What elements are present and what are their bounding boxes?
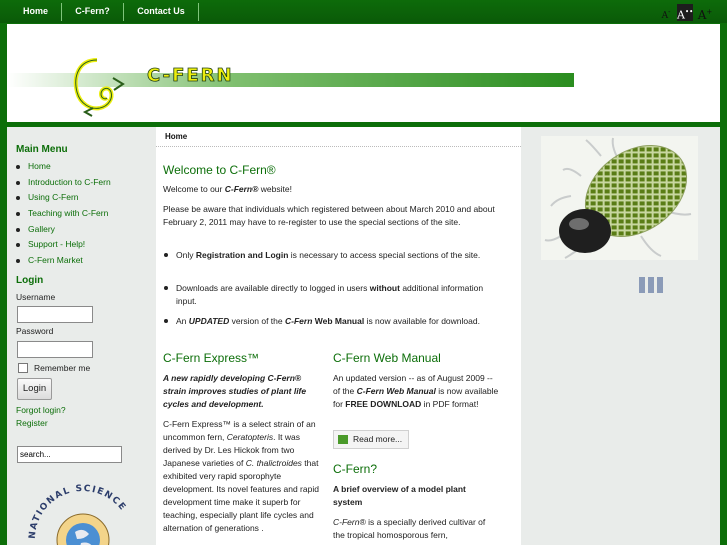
logo-text: C-FERN [147,65,234,86]
welcome-text: Welcome to our C-Fern® website! [163,184,292,194]
remember-me-checkbox[interactable] [18,363,28,373]
font-smaller-button[interactable]: A- [661,8,671,21]
bullet-icon [16,196,20,200]
bullet-icon [16,212,20,216]
bullet-icon [16,165,20,169]
site-header [7,24,720,122]
bullet-icon [164,253,168,257]
fern-spore-image[interactable] [541,136,698,260]
nav-home[interactable]: Home [10,3,62,21]
forgot-login-link[interactable]: Forgot login? [16,405,66,415]
welcome-title: Welcome to C-Fern® [163,163,276,177]
arrow-right-icon [338,435,348,444]
breadcrumb: Home [165,132,188,141]
sidebar-item-using[interactable]: Using C-Fern [16,192,79,205]
whatis-text: C-Fern® is a specially derived cultivar of the tropical homosporous fern, [333,517,486,540]
whatis-title: C-Fern? [333,462,378,476]
font-larger-button[interactable]: A+ [697,8,713,22]
remember-me-label: Remember me [34,363,91,373]
bullet-icon [16,181,20,185]
login-button[interactable]: Login [17,378,52,400]
bullet-icon [164,319,168,323]
sidebar-item-introduction[interactable]: Introduction to C-Fern [16,177,111,190]
font-normal-button[interactable]: A•• [677,4,693,21]
login-heading: Login [16,275,44,286]
search-input[interactable] [17,446,122,463]
left-sidebar [7,127,147,545]
sidebar-item-home[interactable]: Home [16,161,51,174]
express-title: C-Fern Express™ [163,351,260,365]
express-body: C-Fern Express™ is a select strain of an uncommon fern, Ceratopteris. It was derived by Dr. Les Hickok from two Japanese varieties of C. thalictroides that exhibited very rapid sporophyte development. Its novel features and rapid development time make it superb for teaching, especially plant life cycles and alternation of generations . [163,419,319,533]
read-more-button[interactable]: Read more... [333,430,409,449]
cfern-logo[interactable] [67,56,307,118]
express-lead: A new rapidly developing C-Fern® strain improves studies of plant life cycles and development. [163,373,307,409]
bullet-icon [16,228,20,232]
nav-cfern[interactable]: C-Fern? [62,3,124,21]
logo-swirl-icon [76,60,123,116]
username-label: Username [16,292,56,302]
password-label: Password [16,326,54,336]
web-manual-title: C-Fern Web Manual [333,351,441,365]
registration-notice: Please be aware that individuals which registered between about March 2010 and about February 2, 2011 may have to re-register to use the special sections of the site. [163,204,495,227]
main-menu-heading: Main Menu [16,144,68,155]
bullet-icon [16,259,20,263]
password-input[interactable] [17,341,93,358]
nsf-arc-text: NATIONAL SCIENCE [27,483,128,540]
page-content [7,127,720,545]
right-column [529,127,720,545]
breadcrumb-bar [156,127,521,147]
sidebar-item-support[interactable]: Support - Help! [16,239,85,252]
top-navigation-bar [0,0,727,23]
sidebar-item-gallery[interactable]: Gallery [16,224,55,237]
username-input[interactable] [17,306,93,323]
bullet-icon [16,243,20,247]
sidebar-item-market[interactable]: C-Fern Market [16,255,83,268]
bullet-icon [164,286,168,290]
slideshow-pause-icon[interactable] [639,277,665,293]
nav-contact-us[interactable]: Contact Us [124,3,199,21]
main-content: Home Welcome to C-Fern® Welcome to our C-Fern® website! Please be aware that individuals which registered between about March 2010 and about February 2, 2011 may have to re-register to use the special sections of the site. Only Registration and Login is necessary to access special sections of the site. Downloads are available directly to logged in users without additional information input. An UPDATED version of the C-Fern Web Manual is now available for download. C-Fern Express™ A new rapidly developing C-Fern® strain improves studies of plant life cycles and development. C-Fern Express™ is a select strain of an uncommon fern, Ceratopteris. It was derived by Dr. Les Hickok from two Japanese varieties of C. thalictroides that exhibited very rapid sporophyte development. Its novel features and rapid development time make it superb for teaching, especially plant life cycles and alternation of generations . C-Fern Web Manual An updated version -- as of August 2009 -- of the C-Fern Web Manual is now available for FREE DOWNLOAD in PDF format! Read more... C-Fern? A brief overview of a model plant system C-Fern® is a specially derived cultivar of the tropical homosporous fern, [156,127,521,545]
nsf-logo[interactable] [25,477,143,545]
web-manual-text: An updated version -- as of August 2009 -- of the C-Fern Web Manual is now available for FREE DOWNLOAD in PDF format! [333,373,499,409]
whatis-lead: A brief overview of a model plant system [333,484,466,507]
sidebar-item-teaching[interactable]: Teaching with C-Fern [16,208,108,221]
register-link[interactable]: Register [16,418,48,428]
